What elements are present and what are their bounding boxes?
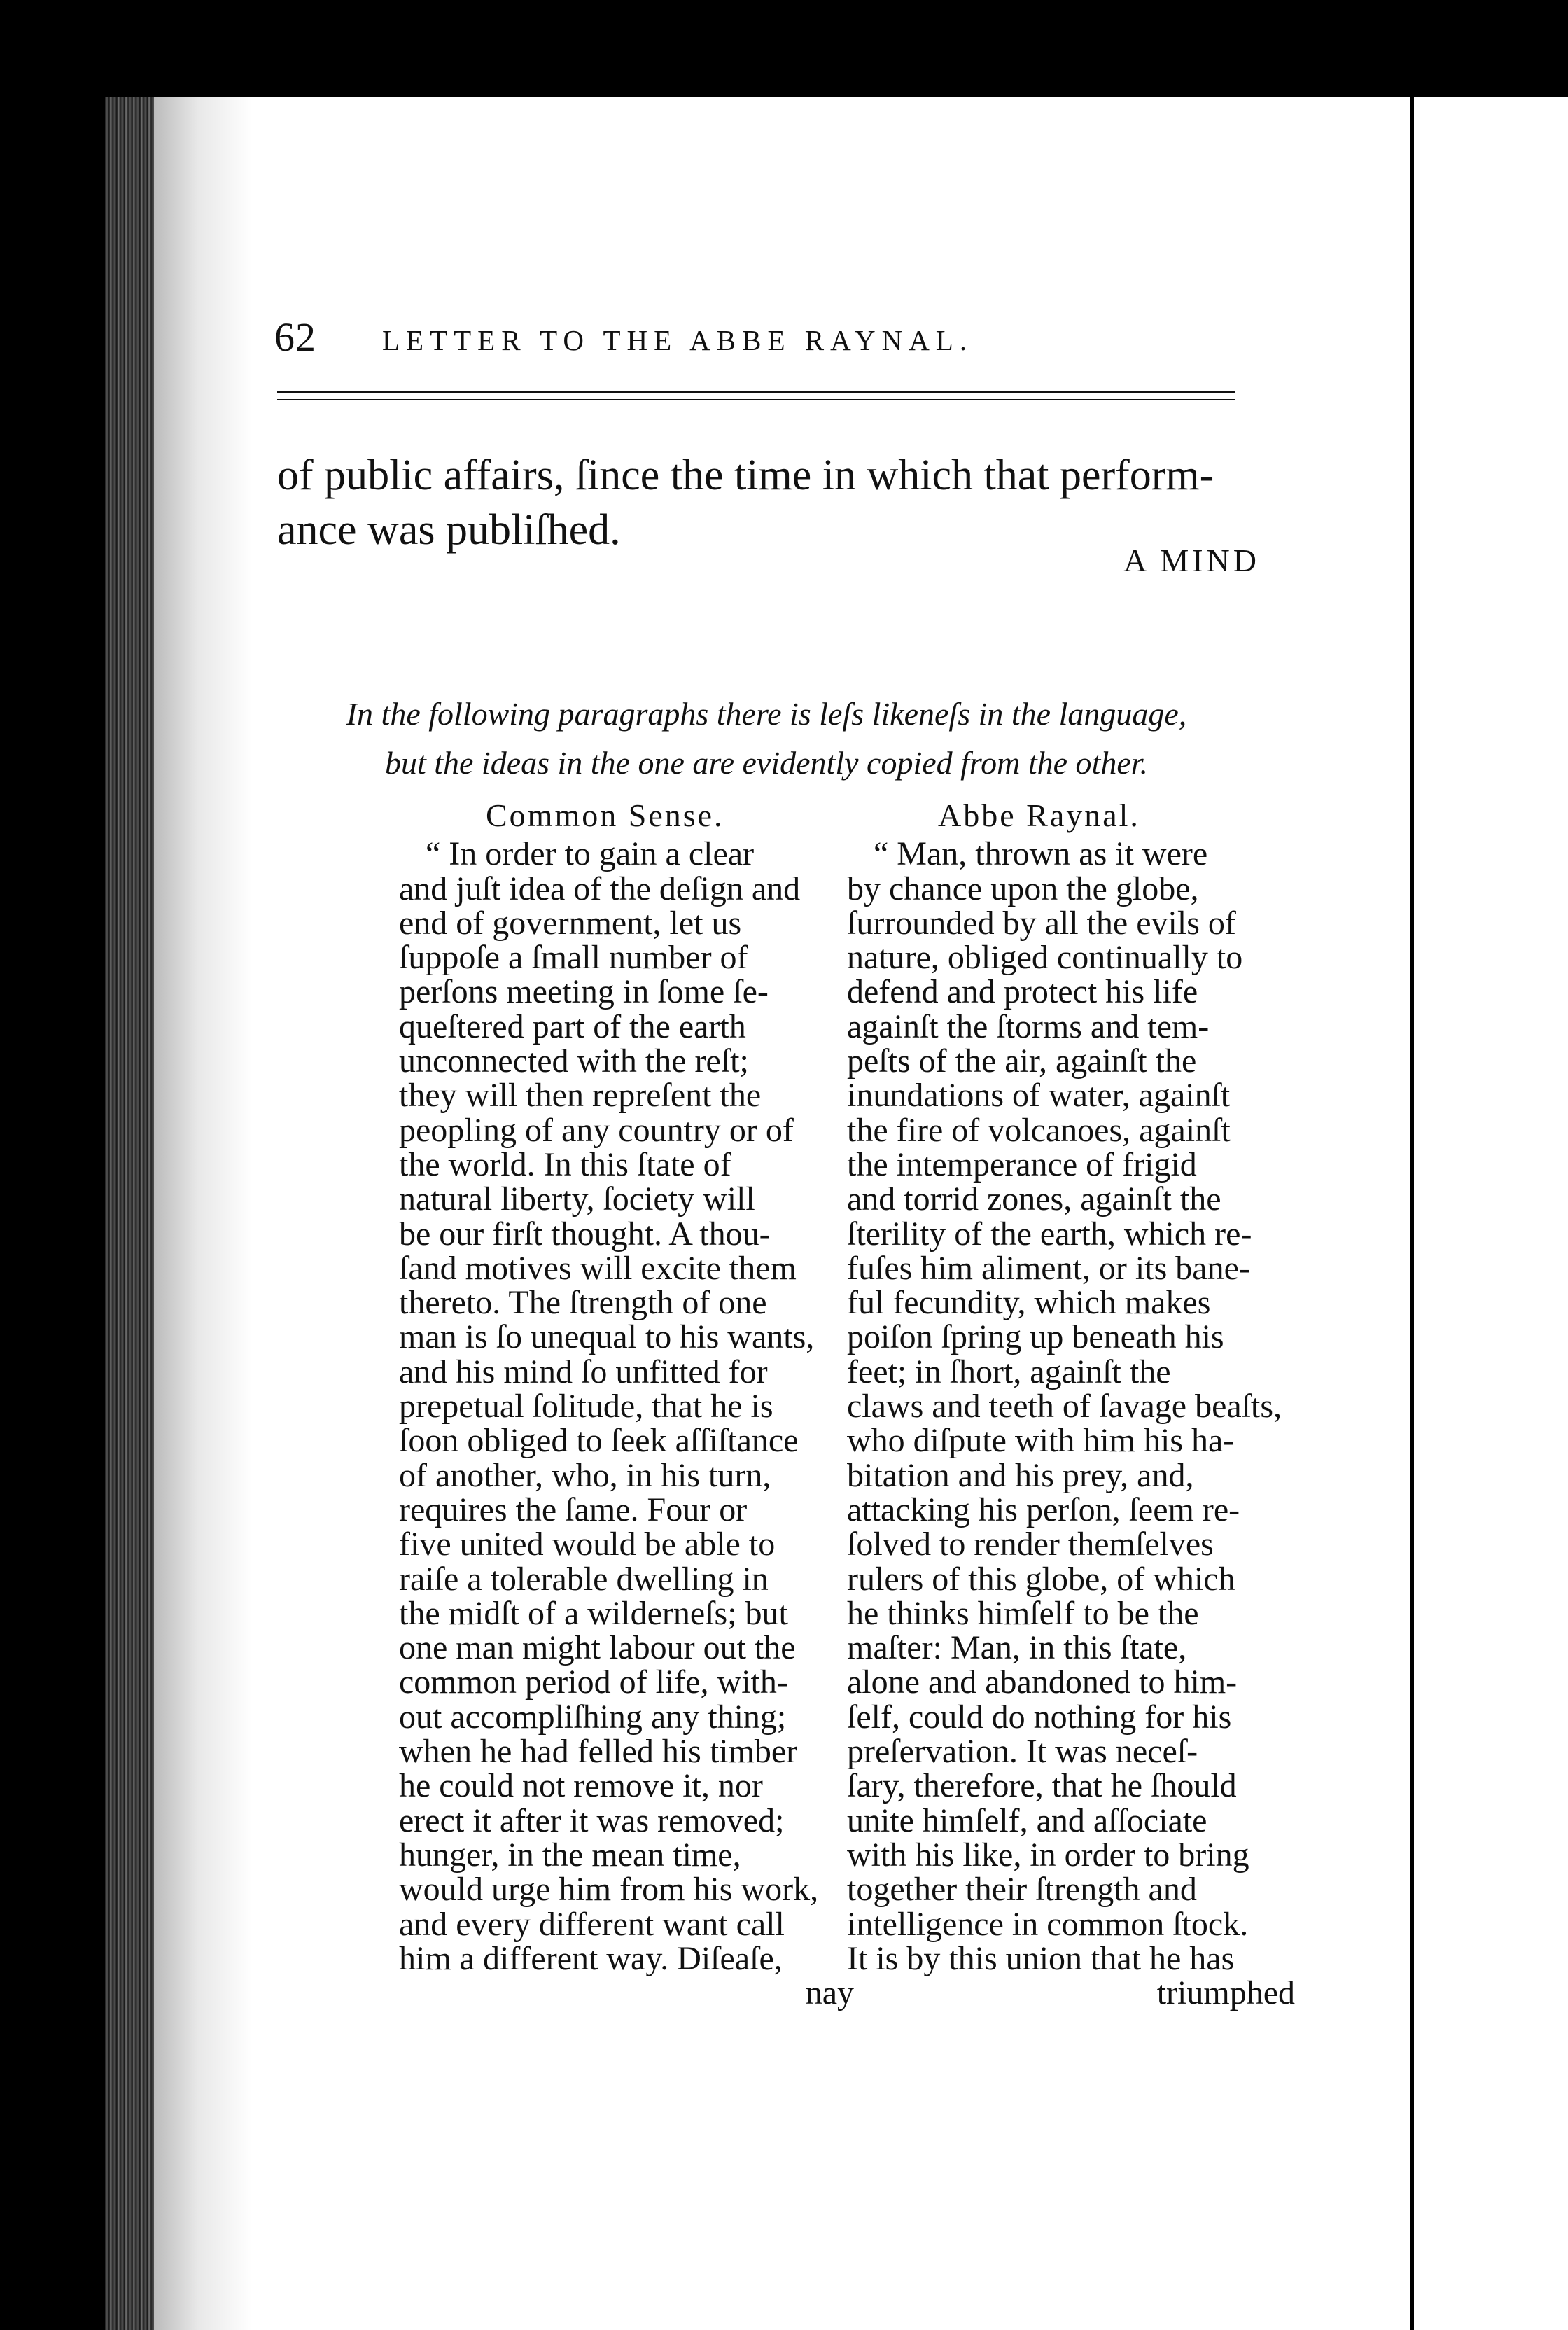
column-line: nature, obliged continually to [847,939,1243,977]
column-line: “ In order to gain a clear [426,835,755,873]
page-number: 62 [274,314,316,360]
column-line: alone and abandoned to him- [847,1663,1238,1701]
running-title: LETTER TO THE ABBE RAYNAL. [382,324,974,356]
column-line: attacking his perſon, ſeem re- [847,1491,1240,1528]
column-line: ſuppoſe a ſmall number of [399,939,748,977]
column-line: and juſt idea of the deſign and [399,870,801,907]
column-line: the world. In this ſtate of [399,1145,732,1183]
column-line: ſoon obliged to ſeek aſſiſtance [399,1422,799,1460]
column-line: be our firſt thought. A thou- [399,1215,771,1253]
column-line: five united would be able to [399,1526,776,1563]
column-line: thereto. The ſtrength of one [399,1284,767,1322]
column-line: “ Man, thrown as it were [874,835,1208,873]
column-line: queſtered part of the earth [399,1007,746,1045]
column-line: defend and protect his life [847,973,1198,1011]
column-line: unconnected with the reſt; [399,1042,749,1080]
column-line: claws and teeth of ſavage beaſts, [847,1388,1282,1425]
column-line: end of government, let us [399,904,742,942]
column-line: erect it after it was removed; [399,1801,785,1839]
column-line: bitation and his prey, and, [847,1456,1194,1494]
column-line: ſary, therefore, that he ſhould [847,1767,1237,1805]
column-line: and his mind ſo unfitted for [399,1353,768,1390]
column-line: ful fecundity, which makes [847,1284,1211,1322]
column-line: prepetual ſolitude, that he is [399,1388,774,1425]
spine-shadow [154,97,252,2330]
column-line: they will then repreſent the [399,1077,762,1115]
column-line: would urge him from his work, [399,1871,819,1909]
intro-line: In the following paragraphs there is leſs likeneſs in the language, [346,696,1187,732]
column-line: when he had felled his timber [399,1733,798,1771]
running-head [274,314,1240,370]
column-line: by chance upon the globe, [847,870,1199,907]
column-line: raiſe a tolerable dwelling in [399,1560,769,1598]
column-line: he could not remove it, nor [399,1767,763,1805]
column-line: who diſpute with him his ha- [847,1422,1235,1460]
column-line: he thinks himſelf to be the [847,1594,1199,1632]
common-sense-column [399,798,854,2010]
column-line: rulers of this globe, of which [847,1560,1236,1598]
column-line: him a different way. Diſeaſe, [399,1939,783,1977]
catchword: triumphed [1156,1974,1295,2012]
column-line: againſt the ſtorms and tem- [847,1007,1210,1045]
column-line: ſelf, could do nothing for his [847,1698,1232,1736]
header-rule-thin [277,399,1235,400]
column-line: ſand motives will excite them [399,1249,797,1287]
column-line: out accompliſhing any thing; [399,1698,787,1736]
comparison-intro [266,690,1267,788]
column-line: unite himſelf, and aſſociate [847,1801,1208,1839]
column-line: ſterility of the earth, which re- [847,1215,1252,1253]
column-heading: Abbe Raynal. [938,797,1140,833]
column-line: intelligence in common ſtock. [847,1905,1249,1943]
column-line: with his like, in order to bring [847,1836,1250,1874]
continued-paragraph [277,448,1254,557]
column-line: requires the ſame. Four or [399,1491,748,1528]
column-line: peſts of the air, againſt the [847,1042,1197,1080]
column-line: together their ſtrength and [847,1871,1197,1909]
column-line: the fire of volcanoes, againſt [847,1111,1231,1149]
column-line: and every different want call [399,1905,785,1943]
column-line: ſurrounded by all the evils of [847,904,1236,942]
abbe-raynal-column [847,798,1295,2010]
facing-page-edge [1414,97,1568,2330]
catchword-top: A MIND [1124,543,1260,578]
column-line: natural liberty, ſociety will [399,1180,755,1218]
column-line: the midſt of a wilderneſs; but [399,1594,788,1632]
continued-line: of public affairs, ſince the time in which that perform- [277,452,1214,499]
column-line: the intemperance of frigid [847,1145,1197,1183]
column-line: of another, who, in his turn, [399,1456,771,1494]
book-spine [105,97,154,2330]
continued-line: ance was publiſhed. [277,506,621,554]
column-line: maſter: Man, in this ſtate, [847,1629,1187,1667]
column-line: poiſon ſpring up beneath his [847,1318,1224,1356]
catchword: nay [805,1974,854,2012]
column-line: common period of life, with- [399,1663,788,1701]
column-line: ſolved to render themſelves [847,1526,1214,1563]
column-line: inundations of water, againſt [847,1077,1231,1115]
column-line: fuſes him aliment, or its bane- [847,1249,1250,1287]
intro-line: but the ideas in the one are evidently copied from the other. [384,745,1149,781]
column-line: preſervation. It was neceſ- [847,1733,1198,1771]
column-heading: Common Sense. [486,797,724,833]
column-line: hunger, in the mean time, [399,1836,741,1874]
column-line: man is ſo unequal to his wants, [399,1318,815,1356]
column-line: one man might labour out the [399,1629,796,1667]
column-line: and torrid zones, againſt the [847,1180,1222,1218]
column-line: perſons meeting in ſome ſe- [399,973,769,1011]
column-line: peopling of any country or of [399,1111,794,1149]
column-line: feet; in ſhort, againſt the [847,1353,1171,1390]
column-line: It is by this union that he has [847,1939,1235,1977]
header-rule [277,391,1235,393]
